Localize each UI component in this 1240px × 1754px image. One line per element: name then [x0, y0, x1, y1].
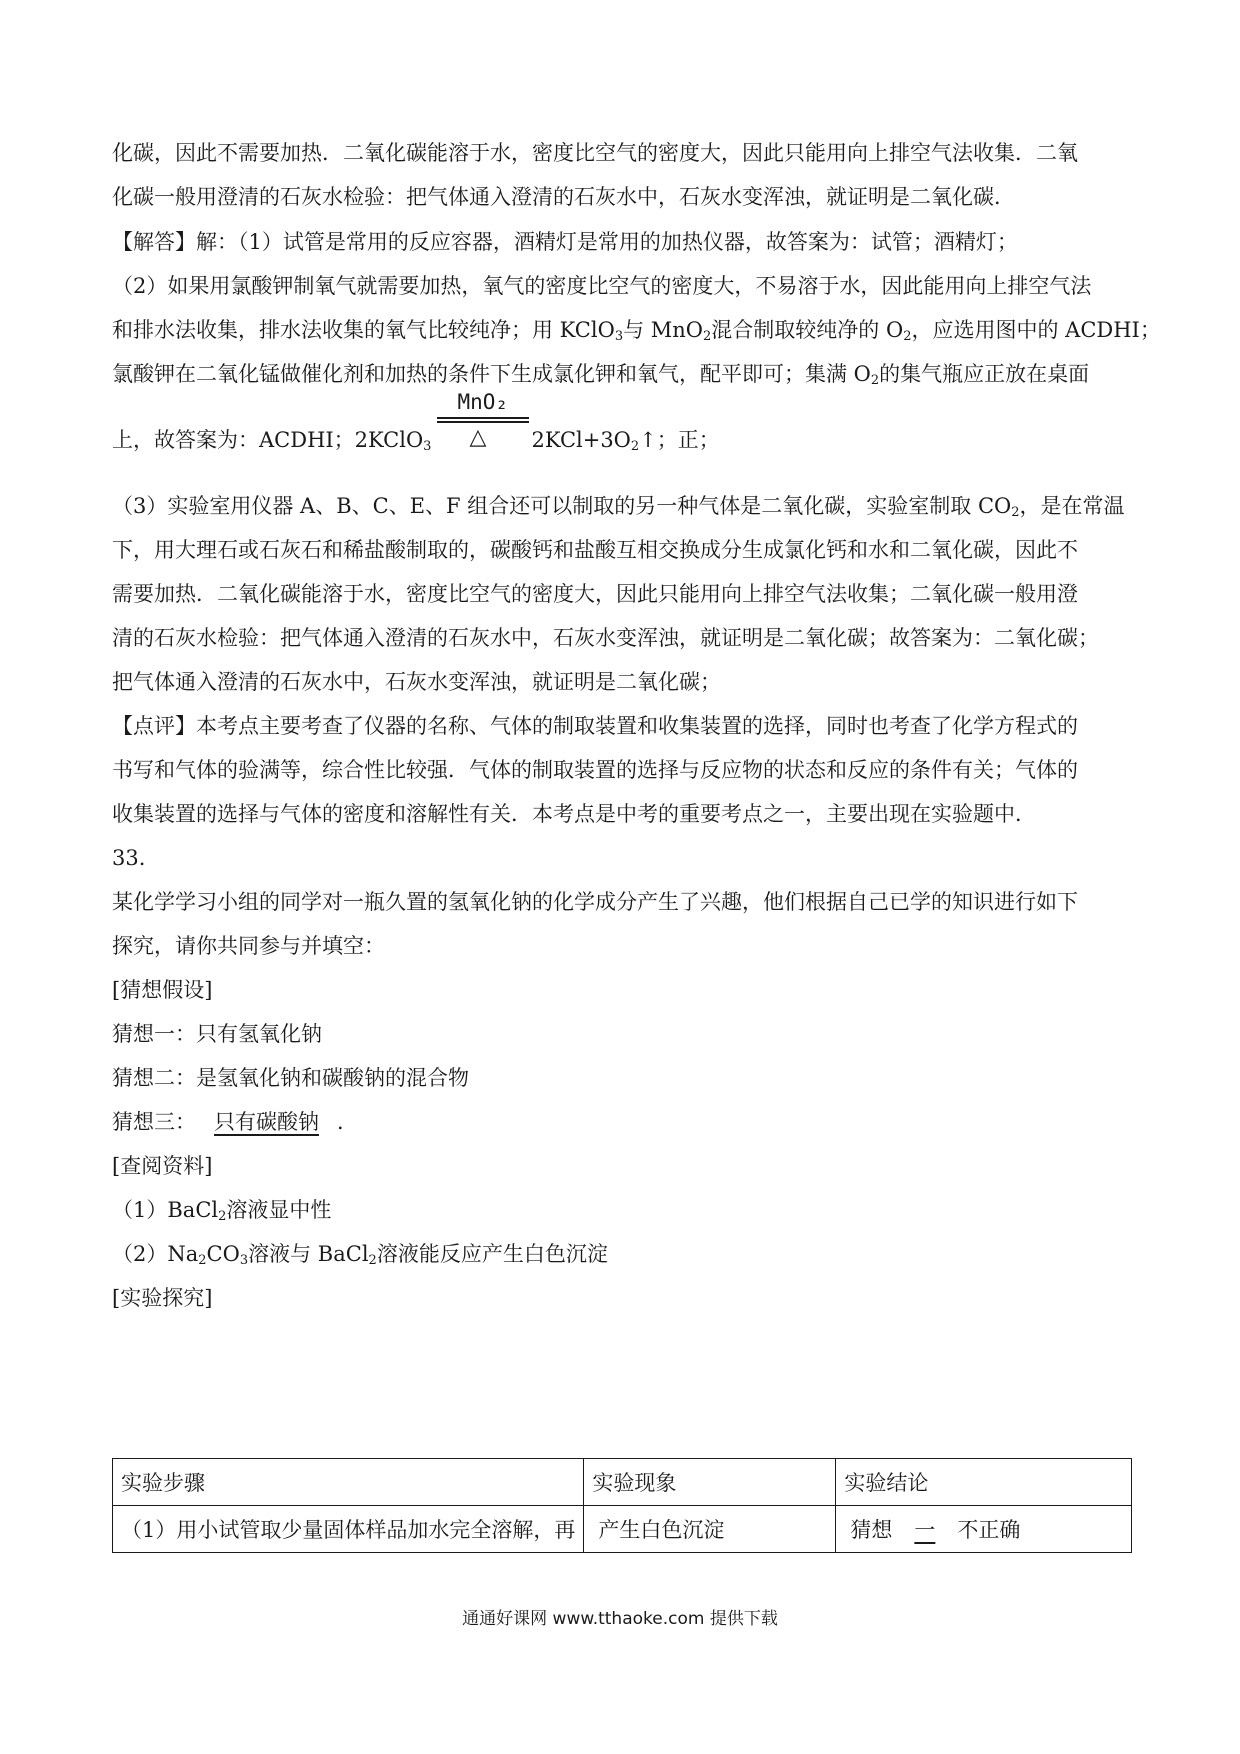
review-line: 收集装置的选择与气体的密度和溶解性有关．本考点是中考的重要考点之一，主要出现在实验题中． [112, 802, 1036, 826]
table-cell: 产生白色沉淀 [584, 1506, 836, 1553]
answer-line: 下，用大理石或石灰石和稀盐酸制取的，碳酸钙和盐酸互相交换成分生成氯化钙和水和二氧化碳，因此不 [112, 538, 1078, 562]
review-line: 书写和气体的验满等，综合性比较强．气体的制取装置的选择与反应物的状态和反应的条件有关；气体的 [112, 758, 1078, 782]
reference-line: （1）BaCl$_2$溶液显中性 [112, 1198, 332, 1224]
answer-line: 和排水法收集，排水法收集的氧气比较纯净；用 KClO$_3$与 MnO$_2$混合制取较纯净的 $O_2$，应选用图中的 ACDHI； [112, 318, 1161, 344]
page-footer: 通通好课网 www.tthaoke.com 提供下载 [462, 1609, 778, 1629]
table-header: 实验结论 [836, 1459, 1132, 1506]
experiment-table [112, 1458, 1132, 1553]
review-line: 【点评】本考点主要考查了仪器的名称、气体的制取装置和收集装置的选择，同时也考查了化学方程式的 [112, 714, 1078, 738]
answer-line: 氯酸钾在二氧化锰做催化剂和加热的条件下生成氯化钾和氧气，配平即可；集满 $O_2$的集气瓶应正放在桌面 [112, 362, 1090, 388]
text-line: 化碳一般用澄清的石灰水检验：把气体通入澄清的石灰水中，石灰水变浑浊，就证明是二氧化碳． [112, 185, 1015, 209]
equation-line: 上，故答案为：ACDHI；2KClO$_3$ MnO₂ △ $2KCl+3O_2↑$；正； [112, 425, 1132, 455]
question-line: 探究，请你共同参与并填空： [112, 934, 385, 958]
answer-line: （3）实验室用仪器 A、B、C、E、F 组合还可以制取的另一种气体是二氧化碳，实验室制取 $CO_2$，是在常温 [112, 494, 1125, 520]
question-number: 33. [112, 846, 146, 870]
answer-line: 清的石灰水检验：把气体通入澄清的石灰水中，石灰水变浑浊，就证明是二氧化碳；故答案为：二氧化碳； [112, 626, 1099, 650]
table-cell: 猜想 一 不正确 [836, 1506, 1132, 1553]
answer-line: 把气体通入澄清的石灰水中，石灰水变浑浊，就证明是二氧化碳； [112, 670, 721, 694]
answer-line: 需要加热．二氧化碳能溶于水，密度比空气的密度大，因此只能用向上排空气法收集；二氧化碳一般用澄 [112, 582, 1078, 606]
catalyst-label: MnO₂ [457, 390, 509, 414]
table-header: 实验现象 [584, 1459, 836, 1506]
hypothesis-line: 猜想一：只有氢氧化钠 [112, 1022, 322, 1046]
table-row [113, 1506, 1132, 1553]
hypothesis-line: 猜想三： 只有碳酸钠 ． [112, 1110, 358, 1134]
table-cell: （1）用小试管取少量固体样品加水完全溶解，再 [113, 1506, 584, 1553]
section-heading: [查阅资料] [112, 1154, 213, 1178]
section-heading: [猜想假设] [112, 978, 213, 1002]
answer-line: 【解答】解：（1）试管是常用的反应容器，酒精灯是常用的加热仪器，故答案为：试管；酒精灯； [112, 230, 1018, 254]
hypothesis-line: 猜想二：是氢氧化钠和碳酸钠的混合物 [112, 1066, 469, 1090]
reference-line: $(2)Na_2CO_3$溶液与 BaCl$_2$溶液能反应产生白色沉淀 [112, 1242, 608, 1268]
table-header: 实验步骤 [113, 1459, 584, 1506]
text-line: 化碳，因此不需要加热．二氧化碳能溶于水，密度比空气的密度大，因此只能用向上排空气法收集．二氧 [112, 141, 1078, 165]
section-heading: [实验探究] [112, 1286, 213, 1310]
fill-in-answer: 只有碳酸钠 [214, 1110, 319, 1134]
reaction-condition [431, 390, 531, 455]
table-header-row [113, 1459, 1132, 1506]
question-line: 某化学学习小组的同学对一瓶久置的氢氧化钠的化学成分产生了兴趣，他们根据自己已学的知识进行如下 [112, 890, 1078, 914]
heat-icon: △ [469, 425, 487, 450]
answer-line: （2）如果用氯酸钾制氧气就需要加热，氧气的密度比空气的密度大，不易溶于水，因此能用向上排空气法 [112, 274, 1092, 298]
fill-in-answer: 一 [914, 1518, 936, 1542]
